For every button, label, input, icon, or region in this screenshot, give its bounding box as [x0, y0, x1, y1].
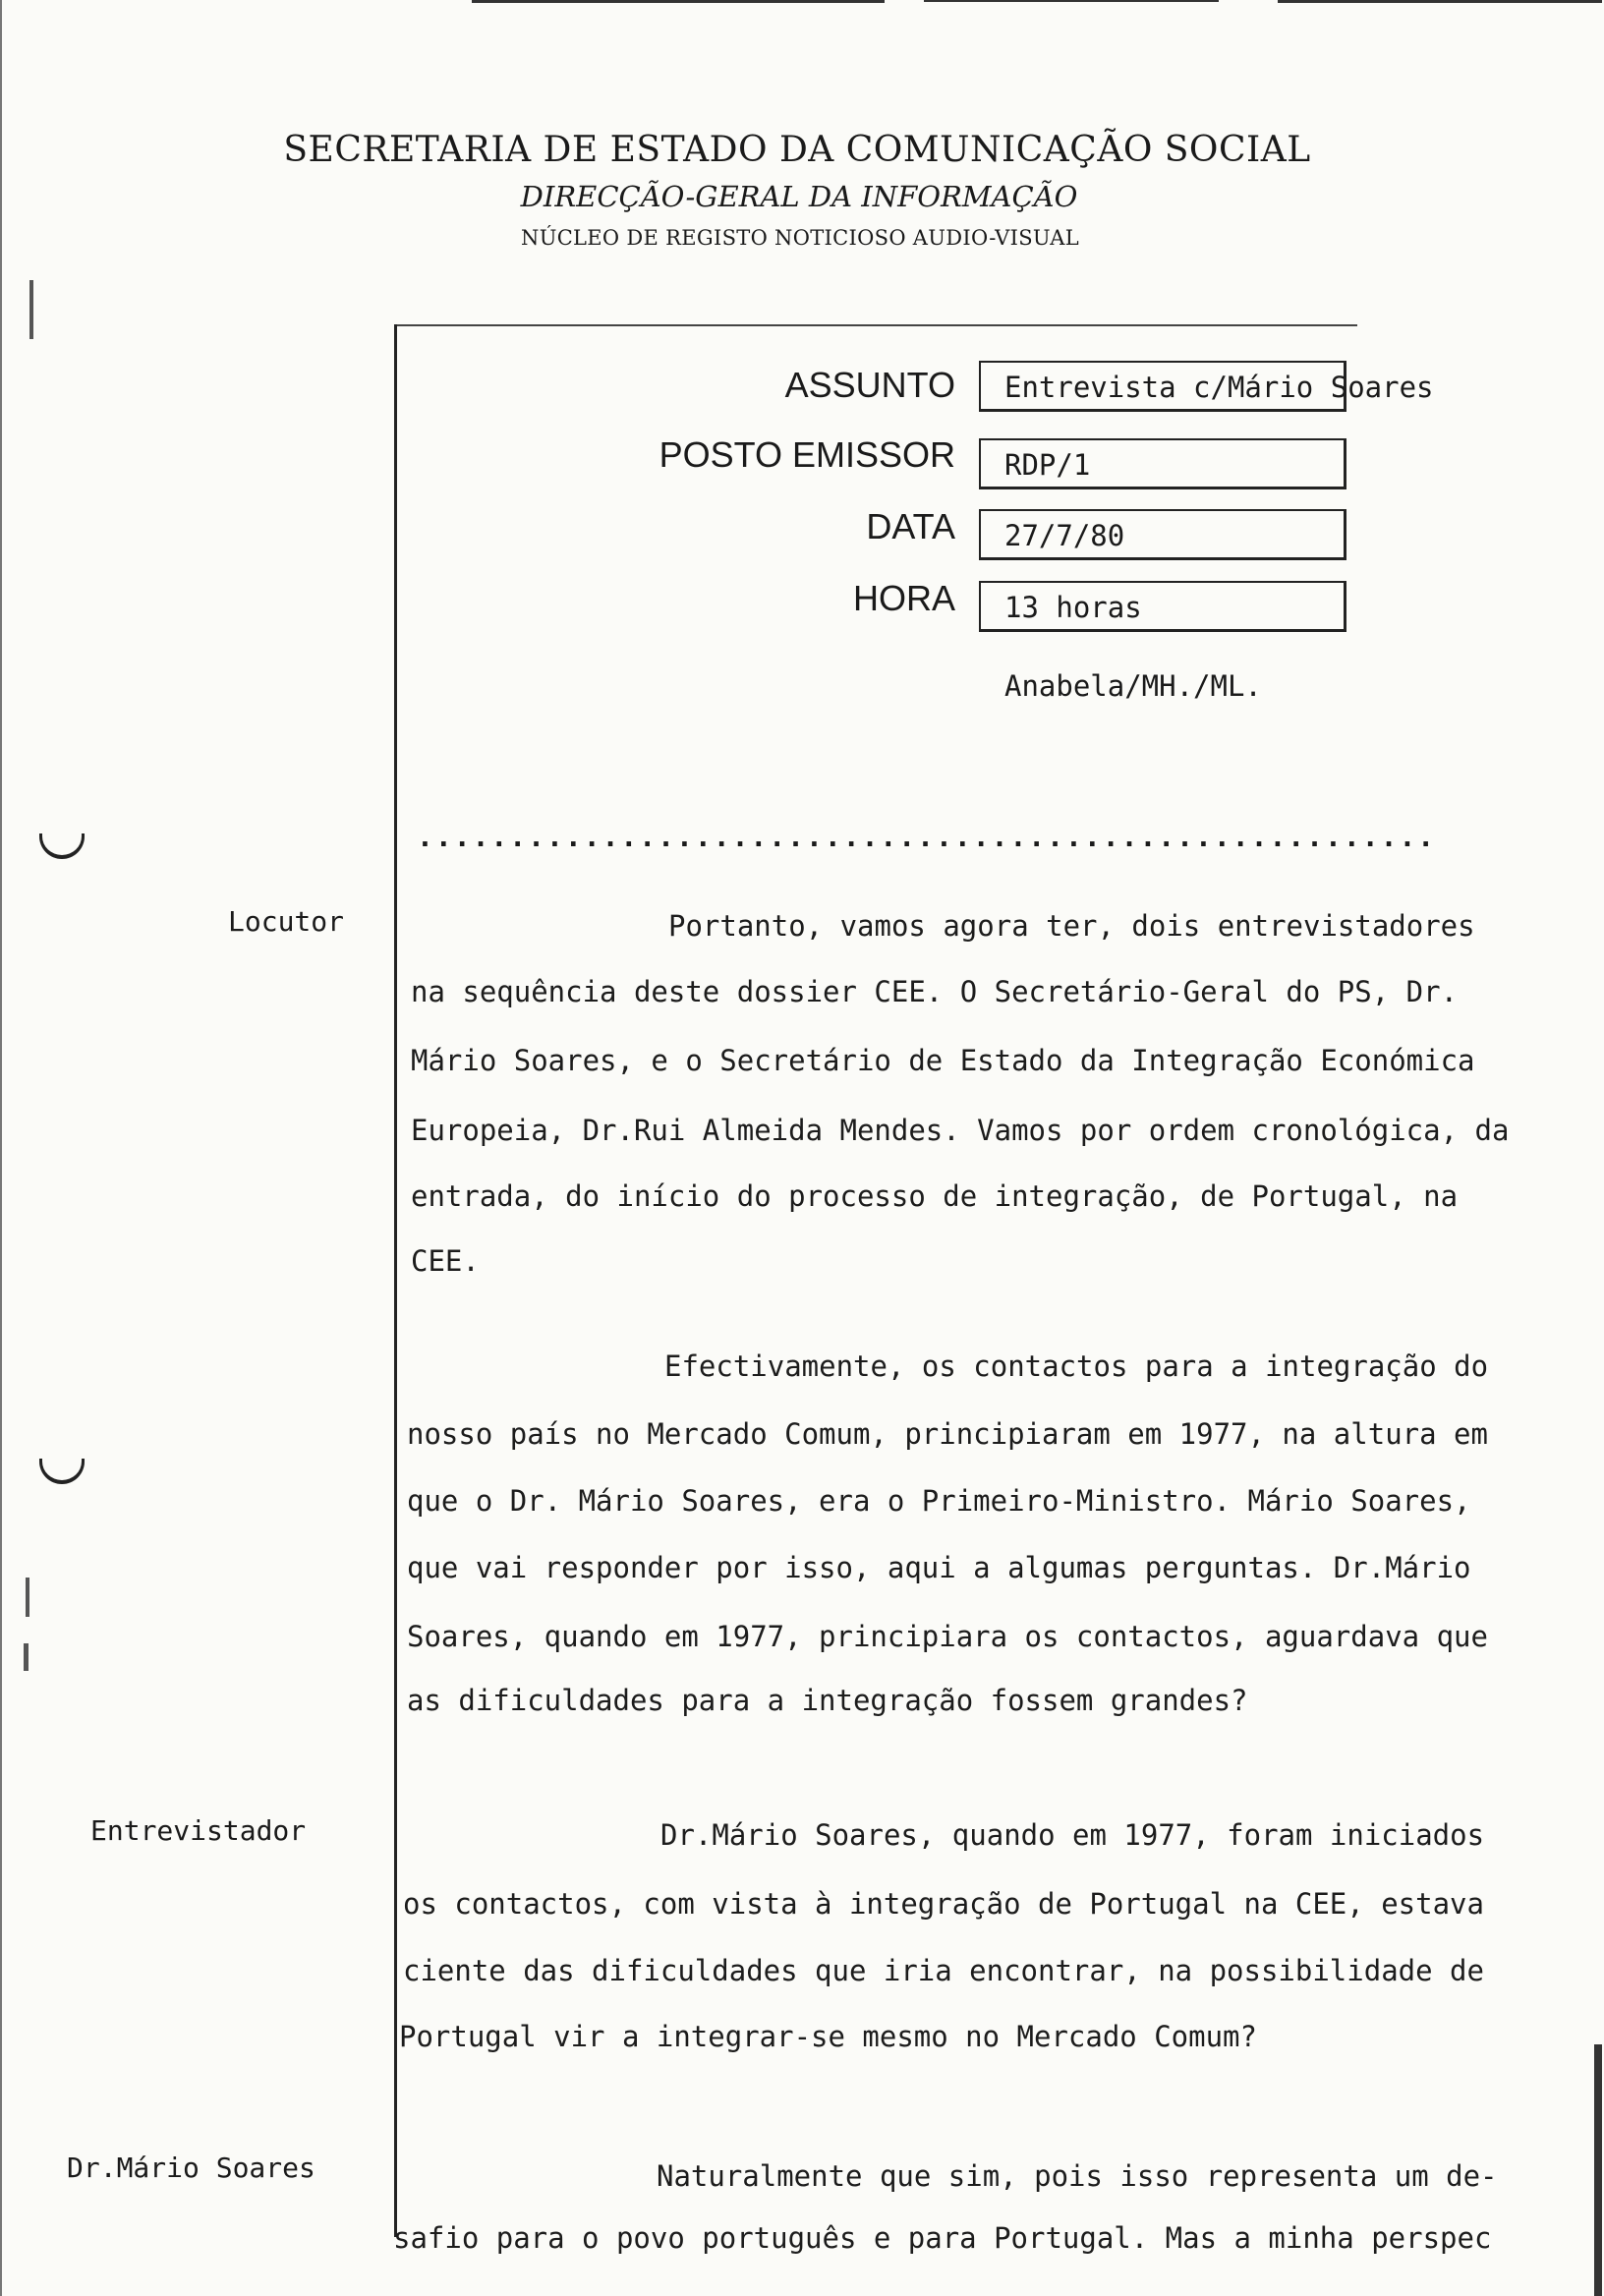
- left-edge-line: [0, 0, 2, 2296]
- transcript-line: entrada, do início do processo de integração, de Portugal, na: [411, 1179, 1459, 1213]
- hora-label: HORA: [852, 578, 955, 618]
- scan-edge-line: [472, 0, 885, 3]
- data-label: DATA: [866, 506, 955, 546]
- dotted-divider: .......................................................: [417, 821, 1437, 853]
- transcript-line: na sequência deste dossier CEE. O Secretário-Geral do PS, Dr.: [411, 975, 1459, 1008]
- assunto-field: Entrevista c/Mário Soares: [979, 361, 1346, 412]
- hora-field: 13 horas: [979, 581, 1346, 632]
- transcript-line: que vai responder por isso, aqui a algumas perguntas. Dr.Mário: [407, 1551, 1471, 1584]
- scan-edge-line: [924, 0, 1219, 2]
- margin-mark: [26, 1578, 29, 1617]
- margin-punch-mark: [39, 833, 85, 859]
- transcript-line: safio para o povo português e para Portugal. Mas a minha perspec: [393, 2221, 1492, 2255]
- transcript-line: Portanto, vamos agora ter, dois entrevistadores: [668, 909, 1475, 943]
- scan-edge-line: [1278, 0, 1602, 3]
- transcript-line: ciente das dificuldades que iria encontrar, na possibilidade de: [403, 1954, 1484, 1987]
- right-edge-shadow: [1594, 2044, 1602, 2296]
- assunto-label: ASSUNTO: [784, 365, 955, 405]
- department-name: NÚCLEO DE REGISTO NOTICIOSO AUDIO-VISUAL: [521, 226, 1079, 250]
- transcript-line: Naturalmente que sim, pois isso representa um de-: [657, 2159, 1498, 2193]
- form-frame-top: [394, 324, 1357, 326]
- margin-mark: [29, 280, 33, 339]
- transcript-line: Soares, quando em 1977, principiara os contactos, aguardava que: [407, 1620, 1488, 1653]
- transcript-line: Mário Soares, e o Secretário de Estado da Integração Económica: [411, 1044, 1475, 1077]
- form-frame-left-rule: [394, 324, 397, 2237]
- transcript-line: Dr.Mário Soares, quando em 1977, foram iniciados: [660, 1818, 1485, 1852]
- transcript-line: nosso país no Mercado Comum, principiaram em 1977, na altura em: [407, 1417, 1488, 1451]
- transcript-line: as dificuldades para a integração fossem grandes?: [407, 1684, 1248, 1717]
- speaker-label-soares: Dr.Mário Soares: [67, 2152, 315, 2184]
- posto-emissor-field: RDP/1: [979, 438, 1346, 489]
- speaker-label-locutor: Locutor: [228, 905, 345, 938]
- transcript-line: Europeia, Dr.Rui Almeida Mendes. Vamos por ordem cronológica, da: [411, 1114, 1510, 1147]
- transcriber-initials: Anabela/MH./ML.: [1004, 669, 1262, 703]
- data-field: 27/7/80: [979, 509, 1346, 560]
- agency-subtitle: DIRECÇÃO-GERAL DA INFORMAÇÃO: [520, 180, 1078, 213]
- posto-emissor-label: POSTO EMISSOR: [659, 434, 955, 475]
- transcript-line: que o Dr. Mário Soares, era o Primeiro-Ministro. Mário Soares,: [407, 1484, 1471, 1518]
- margin-mark: [24, 1643, 29, 1671]
- transcript-line: Efectivamente, os contactos para a integração do: [664, 1349, 1489, 1383]
- speaker-label-entrevistador: Entrevistador: [90, 1814, 307, 1847]
- transcript-line: os contactos, com vista à integração de Portugal na CEE, estava: [403, 1887, 1484, 1921]
- transcript-line: CEE.: [411, 1244, 480, 1278]
- transcript-line: Portugal vir a integrar-se mesmo no Mercado Comum?: [399, 2020, 1257, 2053]
- agency-title: SECRETARIA DE ESTADO DA COMUNICAÇÃO SOCIAL: [283, 130, 1311, 170]
- margin-punch-mark: [39, 1459, 85, 1484]
